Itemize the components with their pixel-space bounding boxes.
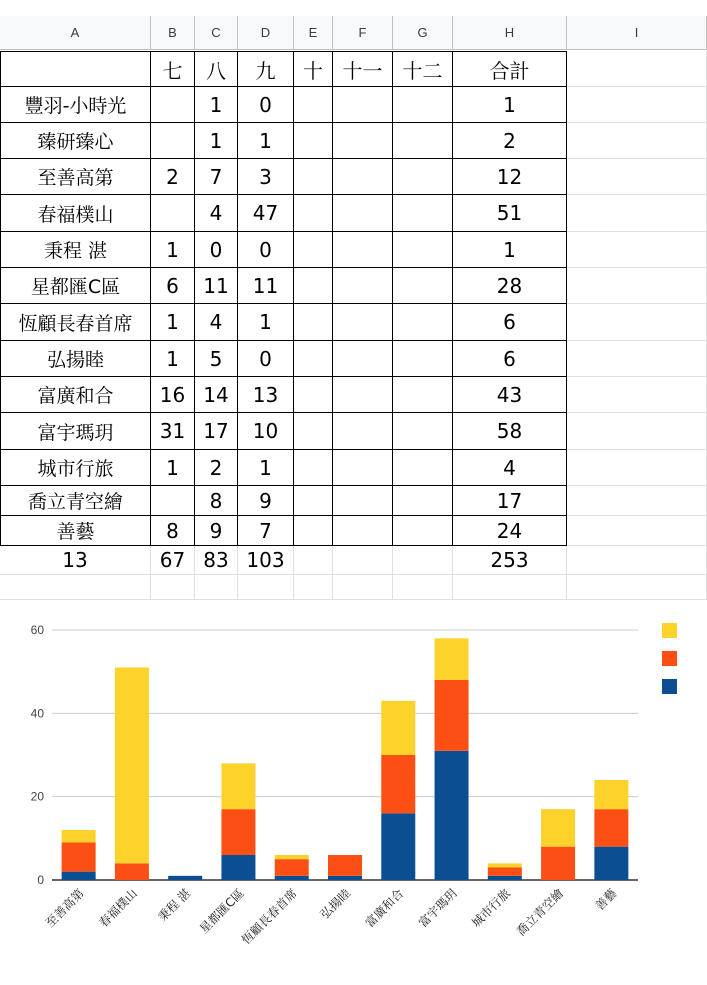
data-cell[interactable] (151, 486, 195, 516)
x-tick-label: 城市行旅 (469, 886, 513, 931)
data-cell[interactable]: 1 (238, 450, 294, 486)
data-cell[interactable] (294, 486, 333, 516)
data-cell[interactable]: 1 (195, 87, 238, 123)
x-tick-label: 富宇瑪玥 (415, 886, 460, 931)
data-cell[interactable]: 17 (195, 413, 238, 450)
stacked-bar-chart[interactable] (0, 601, 707, 985)
data-cell[interactable]: 43 (453, 377, 567, 413)
x-tick-label: 喬立青空繪 (513, 886, 567, 939)
data-cell[interactable] (333, 341, 393, 377)
data-cell[interactable] (393, 341, 453, 377)
data-cell[interactable]: 16 (151, 377, 195, 413)
data-cell[interactable] (393, 486, 453, 516)
data-cell[interactable] (294, 87, 333, 123)
data-cell[interactable] (333, 159, 393, 195)
totals-cell[interactable]: 83 (195, 546, 238, 575)
x-tick-label: 富廣和合 (362, 886, 407, 931)
bar-segment (488, 876, 522, 880)
data-cell[interactable]: 51 (453, 195, 567, 232)
data-cell[interactable]: 1 (151, 450, 195, 486)
row-label[interactable]: 弘揚睦 (0, 341, 151, 377)
row-label[interactable]: 善藝 (0, 516, 151, 546)
data-cell[interactable]: 7 (238, 516, 294, 546)
bar-segment (115, 863, 149, 880)
x-tick-label: 星都匯C區 (196, 886, 247, 936)
header-cell-e[interactable]: 十 (294, 51, 333, 87)
data-cell[interactable] (567, 232, 707, 268)
data-cell[interactable]: 3 (238, 159, 294, 195)
data-cell[interactable] (393, 413, 453, 450)
data-cell[interactable] (294, 268, 333, 304)
legend-swatch (662, 651, 677, 666)
row-label[interactable]: 恆顧長春首席 (0, 304, 151, 341)
bar-segment (488, 868, 522, 876)
data-cell[interactable]: 47 (238, 195, 294, 232)
bar-segment (328, 876, 362, 880)
data-cell[interactable] (294, 413, 333, 450)
data-cell[interactable]: 11 (238, 268, 294, 304)
data-cell[interactable]: 12 (453, 159, 567, 195)
bar-segment (62, 872, 96, 880)
data-cell[interactable]: 0 (195, 232, 238, 268)
column-header-d[interactable]: D (238, 16, 294, 50)
row-label[interactable]: 豐羽-小時光 (0, 87, 151, 123)
row-label[interactable]: 至善高第 (0, 159, 151, 195)
data-cell[interactable]: 28 (453, 268, 567, 304)
data-cell[interactable] (333, 123, 393, 159)
data-cell[interactable] (333, 232, 393, 268)
legend-swatch (662, 679, 677, 694)
row-label[interactable]: 富宇瑪玥 (0, 413, 151, 450)
data-cell[interactable] (567, 123, 707, 159)
x-tick-label: 秉程 湛 (155, 886, 194, 925)
data-cell[interactable] (294, 377, 333, 413)
data-cell[interactable] (567, 195, 707, 232)
data-cell[interactable]: 5 (195, 341, 238, 377)
data-cell[interactable] (393, 450, 453, 486)
bar-segment (541, 809, 575, 847)
data-cell[interactable]: 17 (453, 486, 567, 516)
data-cell[interactable]: 6 (453, 304, 567, 341)
row-label[interactable]: 春福樸山 (0, 195, 151, 232)
bar-segment (221, 809, 255, 855)
bar-segment (275, 876, 309, 880)
data-cell[interactable] (567, 304, 707, 341)
bar-segment (62, 843, 96, 872)
totals-cell[interactable] (393, 546, 453, 575)
data-cell[interactable] (393, 195, 453, 232)
data-cell[interactable]: 9 (238, 486, 294, 516)
x-tick-label: 春福樸山 (96, 886, 141, 931)
empty-cell[interactable] (453, 575, 567, 600)
data-cell[interactable] (294, 159, 333, 195)
y-tick-label: 0 (37, 873, 44, 887)
data-cell[interactable] (567, 516, 707, 546)
column-header-h[interactable]: H (453, 16, 567, 50)
data-cell[interactable]: 8 (195, 486, 238, 516)
data-cell[interactable]: 0 (238, 341, 294, 377)
data-cell[interactable] (567, 159, 707, 195)
data-cell[interactable] (151, 123, 195, 159)
data-cell[interactable]: 1 (238, 123, 294, 159)
bar-segment (168, 876, 202, 880)
data-cell[interactable] (333, 450, 393, 486)
data-cell[interactable] (567, 450, 707, 486)
data-cell[interactable]: 7 (195, 159, 238, 195)
data-cell[interactable] (567, 341, 707, 377)
row-label[interactable]: 秉程 湛 (0, 232, 151, 268)
bar-segment (62, 830, 96, 843)
totals-cell[interactable]: 67 (151, 546, 195, 575)
data-cell[interactable] (294, 195, 333, 232)
column-header-e[interactable]: E (294, 16, 333, 50)
header-cell-d[interactable]: 九 (238, 51, 294, 87)
bar-segment (435, 751, 469, 880)
column-header-a[interactable]: A (0, 16, 151, 50)
bar-segment (275, 855, 309, 859)
row-label[interactable]: 星都匯C區 (0, 268, 151, 304)
data-cell[interactable]: 1 (238, 304, 294, 341)
x-tick-label: 恆顧長春首席 (239, 886, 300, 948)
bar-segment (381, 813, 415, 880)
header-cell-i[interactable] (567, 51, 707, 87)
data-cell[interactable] (393, 268, 453, 304)
toolbar-strip (0, 0, 707, 17)
empty-cell[interactable] (0, 575, 151, 600)
data-cell[interactable] (333, 486, 393, 516)
bar-segment (275, 859, 309, 876)
row-label[interactable]: 城市行旅 (0, 450, 151, 486)
data-cell[interactable] (294, 341, 333, 377)
data-cell[interactable]: 14 (195, 377, 238, 413)
data-cell[interactable]: 1 (151, 304, 195, 341)
data-cell[interactable]: 6 (453, 341, 567, 377)
empty-cell[interactable] (567, 575, 707, 600)
data-cell[interactable] (333, 413, 393, 450)
data-cell[interactable] (393, 304, 453, 341)
data-cell[interactable]: 0 (238, 87, 294, 123)
chart-canvas (0, 601, 707, 985)
data-cell[interactable]: 1 (151, 232, 195, 268)
bar-segment (594, 780, 628, 809)
data-cell[interactable]: 1 (453, 87, 567, 123)
data-cell[interactable] (393, 232, 453, 268)
data-cell[interactable] (151, 195, 195, 232)
bar-segment (221, 855, 255, 880)
bar-segment (435, 680, 469, 751)
column-header-overflow (681, 16, 707, 50)
data-cell[interactable] (567, 377, 707, 413)
data-cell[interactable]: 2 (151, 159, 195, 195)
column-header-f[interactable]: F (333, 16, 393, 50)
empty-cell[interactable] (195, 575, 238, 600)
data-cell[interactable] (393, 87, 453, 123)
empty-cell[interactable] (333, 575, 393, 600)
data-cell[interactable]: 1 (151, 341, 195, 377)
data-cell[interactable]: 31 (151, 413, 195, 450)
data-cell[interactable]: 13 (238, 377, 294, 413)
data-cell[interactable]: 11 (195, 268, 238, 304)
data-cell[interactable]: 4 (195, 195, 238, 232)
header-cell-a[interactable] (0, 51, 151, 87)
data-cell[interactable]: 0 (238, 232, 294, 268)
totals-cell[interactable]: 253 (453, 546, 567, 575)
data-cell[interactable] (567, 413, 707, 450)
data-cell[interactable] (393, 123, 453, 159)
data-cell[interactable]: 4 (195, 304, 238, 341)
data-cell[interactable]: 58 (453, 413, 567, 450)
data-cell[interactable]: 6 (151, 268, 195, 304)
y-tick-label: 20 (30, 789, 44, 804)
data-cell[interactable] (567, 268, 707, 304)
data-cell[interactable]: 8 (151, 516, 195, 546)
data-cell[interactable] (333, 304, 393, 341)
data-cell[interactable] (567, 486, 707, 516)
data-cell[interactable] (333, 516, 393, 546)
data-cell[interactable]: 2 (453, 123, 567, 159)
data-cell[interactable] (567, 87, 707, 123)
empty-cell[interactable] (238, 575, 294, 600)
x-tick-label: 弘揚睦 (317, 886, 354, 922)
x-tick-label: 善藝 (592, 886, 620, 914)
column-header-b[interactable]: B (151, 16, 195, 50)
data-cell[interactable] (333, 195, 393, 232)
row-label[interactable]: 臻研臻心 (0, 123, 151, 159)
totals-label[interactable]: 13 (0, 546, 151, 575)
data-cell[interactable]: 2 (195, 450, 238, 486)
data-cell[interactable] (294, 304, 333, 341)
row-label[interactable]: 喬立青空繪 (0, 486, 151, 516)
header-cell-f[interactable]: 十一 (333, 51, 393, 87)
data-cell[interactable]: 10 (238, 413, 294, 450)
data-cell[interactable]: 4 (453, 450, 567, 486)
bar-segment (594, 847, 628, 880)
empty-cell[interactable] (393, 575, 453, 600)
data-cell[interactable] (294, 232, 333, 268)
bar-segment (328, 855, 362, 876)
data-cell[interactable]: 1 (195, 123, 238, 159)
bar-segment (594, 809, 628, 847)
data-cell[interactable] (333, 377, 393, 413)
data-cell[interactable]: 1 (453, 232, 567, 268)
totals-cell[interactable]: 103 (238, 546, 294, 575)
bar-segment (488, 863, 522, 867)
y-tick-label: 60 (30, 623, 44, 637)
data-cell[interactable] (393, 159, 453, 195)
column-header-i[interactable]: I (567, 16, 707, 50)
data-cell[interactable] (333, 268, 393, 304)
column-header-g[interactable]: G (393, 16, 453, 50)
empty-cell[interactable] (294, 575, 333, 600)
data-cell[interactable] (294, 516, 333, 546)
bar-segment (221, 763, 255, 809)
data-cell[interactable] (333, 87, 393, 123)
header-cell-g[interactable]: 十二 (393, 51, 453, 87)
legend-swatch (662, 623, 677, 638)
bar-segment (381, 755, 415, 813)
header-cell-b[interactable]: 七 (151, 51, 195, 87)
totals-cell[interactable] (333, 546, 393, 575)
totals-cell[interactable] (567, 546, 707, 575)
bar-segment (381, 701, 415, 755)
data-cell[interactable] (151, 87, 195, 123)
bar-segment (435, 638, 469, 680)
y-tick-label: 40 (30, 706, 44, 721)
data-cell[interactable] (393, 377, 453, 413)
data-cell[interactable] (393, 516, 453, 546)
data-cell[interactable] (294, 123, 333, 159)
bar-segment (115, 668, 149, 864)
totals-cell[interactable] (294, 546, 333, 575)
data-cell[interactable] (294, 450, 333, 486)
row-label[interactable]: 富廣和合 (0, 377, 151, 413)
x-tick-label: 至善高第 (42, 886, 87, 931)
bar-segment (541, 847, 575, 880)
data-cell[interactable]: 9 (195, 516, 238, 546)
header-cell-c[interactable]: 八 (195, 51, 238, 87)
header-cell-h[interactable]: 合計 (453, 51, 567, 87)
data-cell[interactable]: 24 (453, 516, 567, 546)
column-header-c[interactable]: C (195, 16, 238, 50)
empty-cell[interactable] (151, 575, 195, 600)
